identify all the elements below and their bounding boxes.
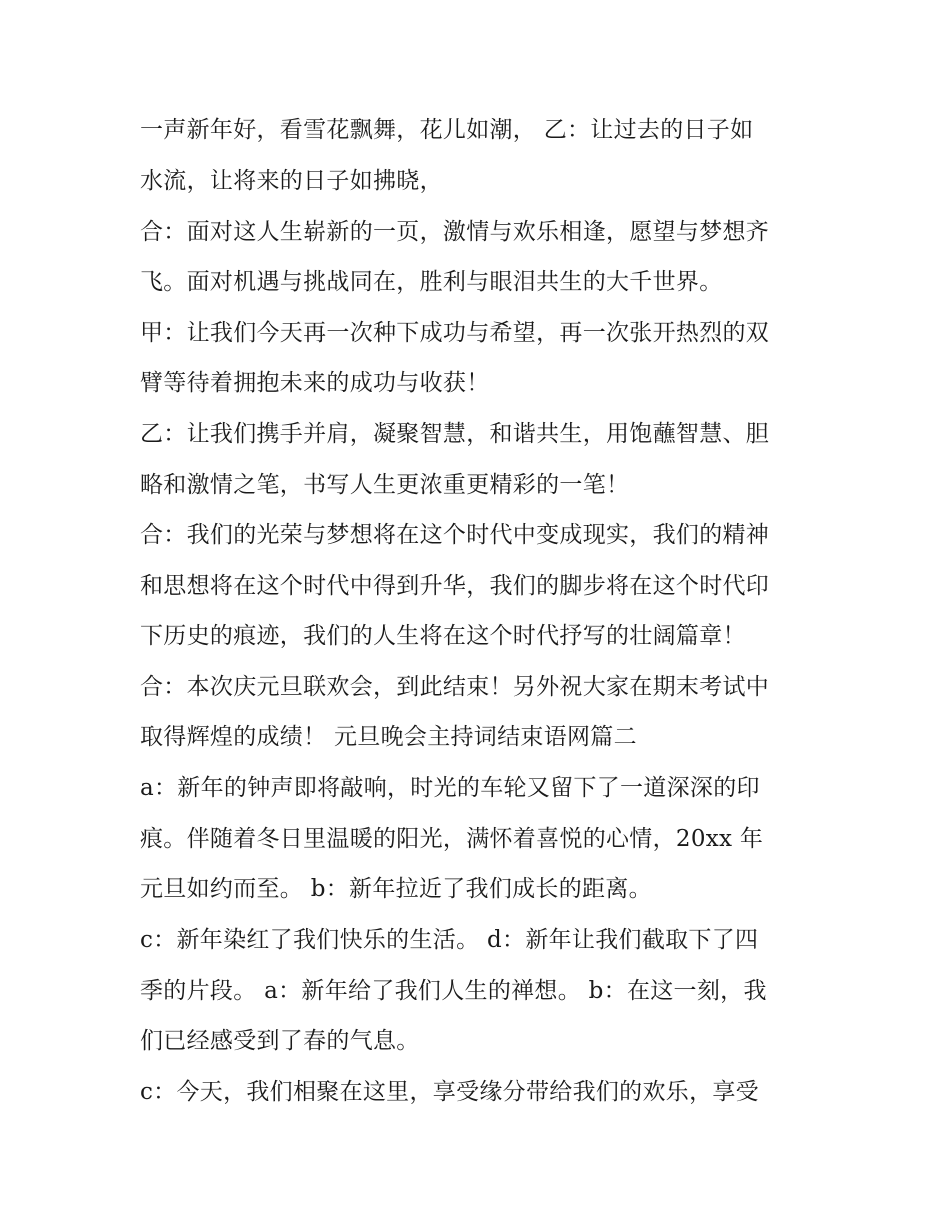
text-line: 和思想将在这个时代中得到升华，我们的脚步将在这个时代印 (140, 573, 770, 599)
text-line: 元旦如约而至。 b：新年拉近了我们成长的距离。 (140, 876, 652, 902)
text-line: 合：本次庆元旦联欢会，到此结束！另外祝大家在期末考试中 (140, 674, 770, 700)
text-line: a：新年的钟声即将敲响，时光的车轮又留下了一道深深的印 (140, 775, 760, 801)
text-line: 略和激情之笔，书写人生更浓重更精彩的一笔！ (140, 472, 630, 498)
text-line: 合：面对这人生崭新的一页，激情与欢乐相逢，愿望与梦想齐 (140, 219, 770, 245)
text-line: 取得辉煌的成绩！ 元旦晚会主持词结束语网篇二 (140, 724, 637, 750)
text-line: 痕。伴随着冬日里温暖的阳光，满怀着喜悦的心情，20xx 年 (140, 826, 764, 852)
text-line: 们已经感受到了春的气息。 (140, 1028, 420, 1054)
text-line: 一声新年好，看雪花飘舞，花儿如潮， 乙：让过去的日子如 (140, 117, 754, 143)
text-line: 水流，让将来的日子如拂晓， (140, 168, 443, 194)
text-line: 乙：让我们携手并肩，凝聚智慧，和谐共生，用饱蘸智慧、胆 (140, 421, 770, 447)
text-line: 下历史的痕迹，我们的人生将在这个时代抒写的壮阔篇章！ (140, 623, 746, 649)
text-line: c：今天，我们相聚在这里，享受缘分带给我们的欢乐，享受 (140, 1079, 759, 1105)
text-line: 季的片段。 a：新年给了我们人生的禅想。 b：在这一刻，我 (140, 978, 767, 1004)
text-line: 臂等待着拥抱未来的成功与收获！ (140, 370, 490, 396)
text-line: c：新年染红了我们快乐的生活。 d：新年让我们截取下了四 (140, 927, 759, 953)
text-line: 甲：让我们今天再一次种下成功与希望，再一次张开热烈的双 (140, 320, 770, 346)
text-line: 飞。面对机遇与挑战同在，胜利与眼泪共生的大千世界。 (140, 269, 723, 295)
text-line: 合：我们的光荣与梦想将在这个时代中变成现实，我们的精神 (140, 522, 770, 548)
